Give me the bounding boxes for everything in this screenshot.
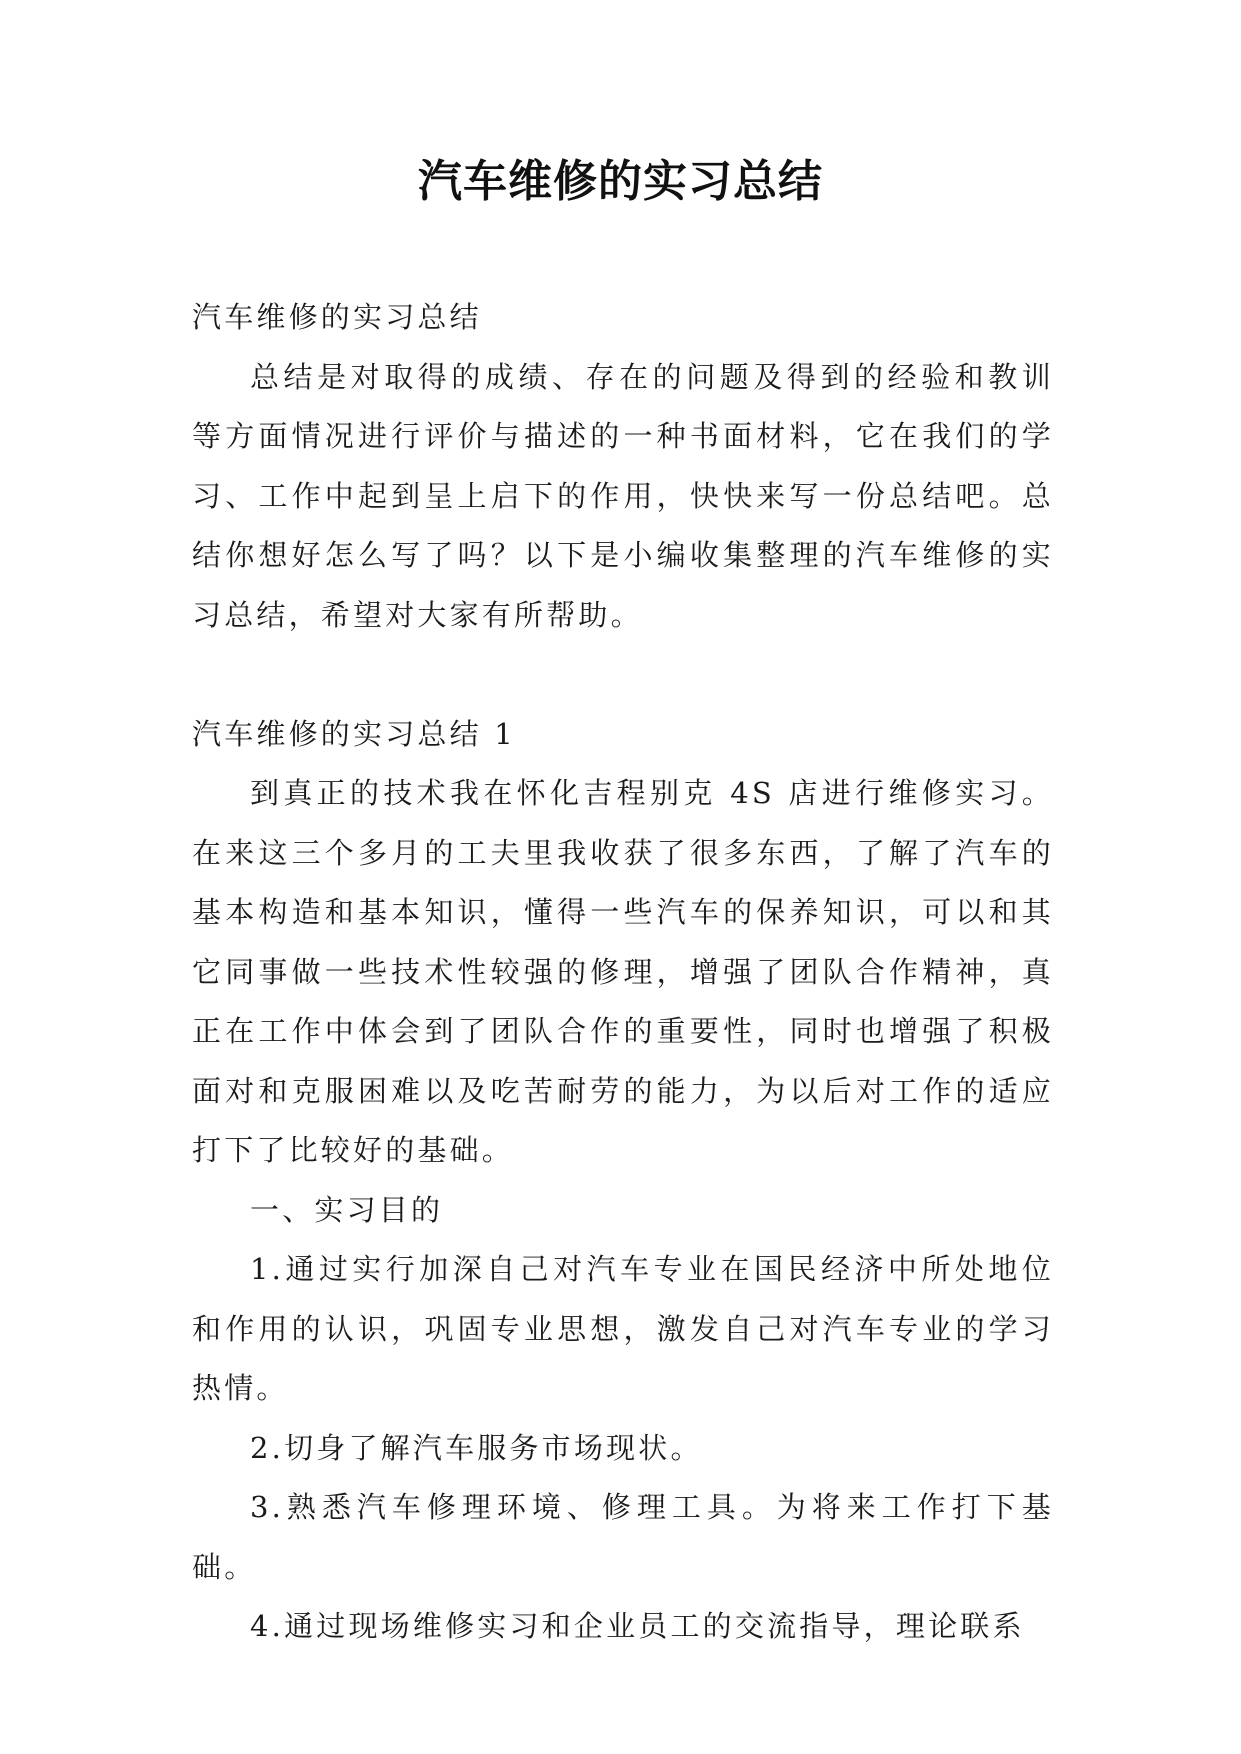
body-paragraph: 到真正的技术我在怀化吉程别克 4S 店进行维修实习。在来这三个多月的工夫里我收获了很多东西，了解了汽车的基本构造和基本知识，懂得一些汽车的保养知识，可以和其它同事做一些技术性较强的修理，增强了团队合作精神，真正在工作中体会到了团队合作的重要性，同时也增强了积极面对和克服困难以及吃苦耐劳的能力，为以后对工作的适应打下了比较好的基础。 (192, 776, 1054, 1167)
purpose-heading: 一、实习目的 (250, 1192, 444, 1227)
section-heading: 汽车维修的实习总结 1 (192, 716, 516, 751)
intro-paragraph: 总结是对取得的成绩、存在的问题及得到的经验和教训等方面情况进行评价与描述的一种书面材料，它在我们的学习、工作中起到呈上启下的作用，快快来写一份总结吧。总结你想好怎么写了吗？以下是小编收集整理的汽车维修的实习总结，希望对大家有所帮助。 (192, 359, 1054, 632)
list-item-2: 2.切身了解汽车服务市场现状。 (250, 1430, 703, 1465)
paragraph-spacer (192, 645, 1054, 705)
list-item-1: 1.通过实行加深自己对汽车专业在国民经济中所处地位和作用的认识，巩固专业思想，激发自己对汽车专业的学习热情。 (192, 1252, 1054, 1405)
document-body (192, 288, 1054, 1657)
document-title: 汽车维修的实习总结 (418, 156, 823, 207)
list-item-4: 4.通过现场维修实习和企业员工的交流指导，理论联系 (250, 1609, 1025, 1643)
subtitle: 汽车维修的实习总结 (192, 300, 482, 334)
list-item-3: 3.熟悉汽车修理环境、修理工具。为将来工作打下基础。 (192, 1490, 1054, 1584)
